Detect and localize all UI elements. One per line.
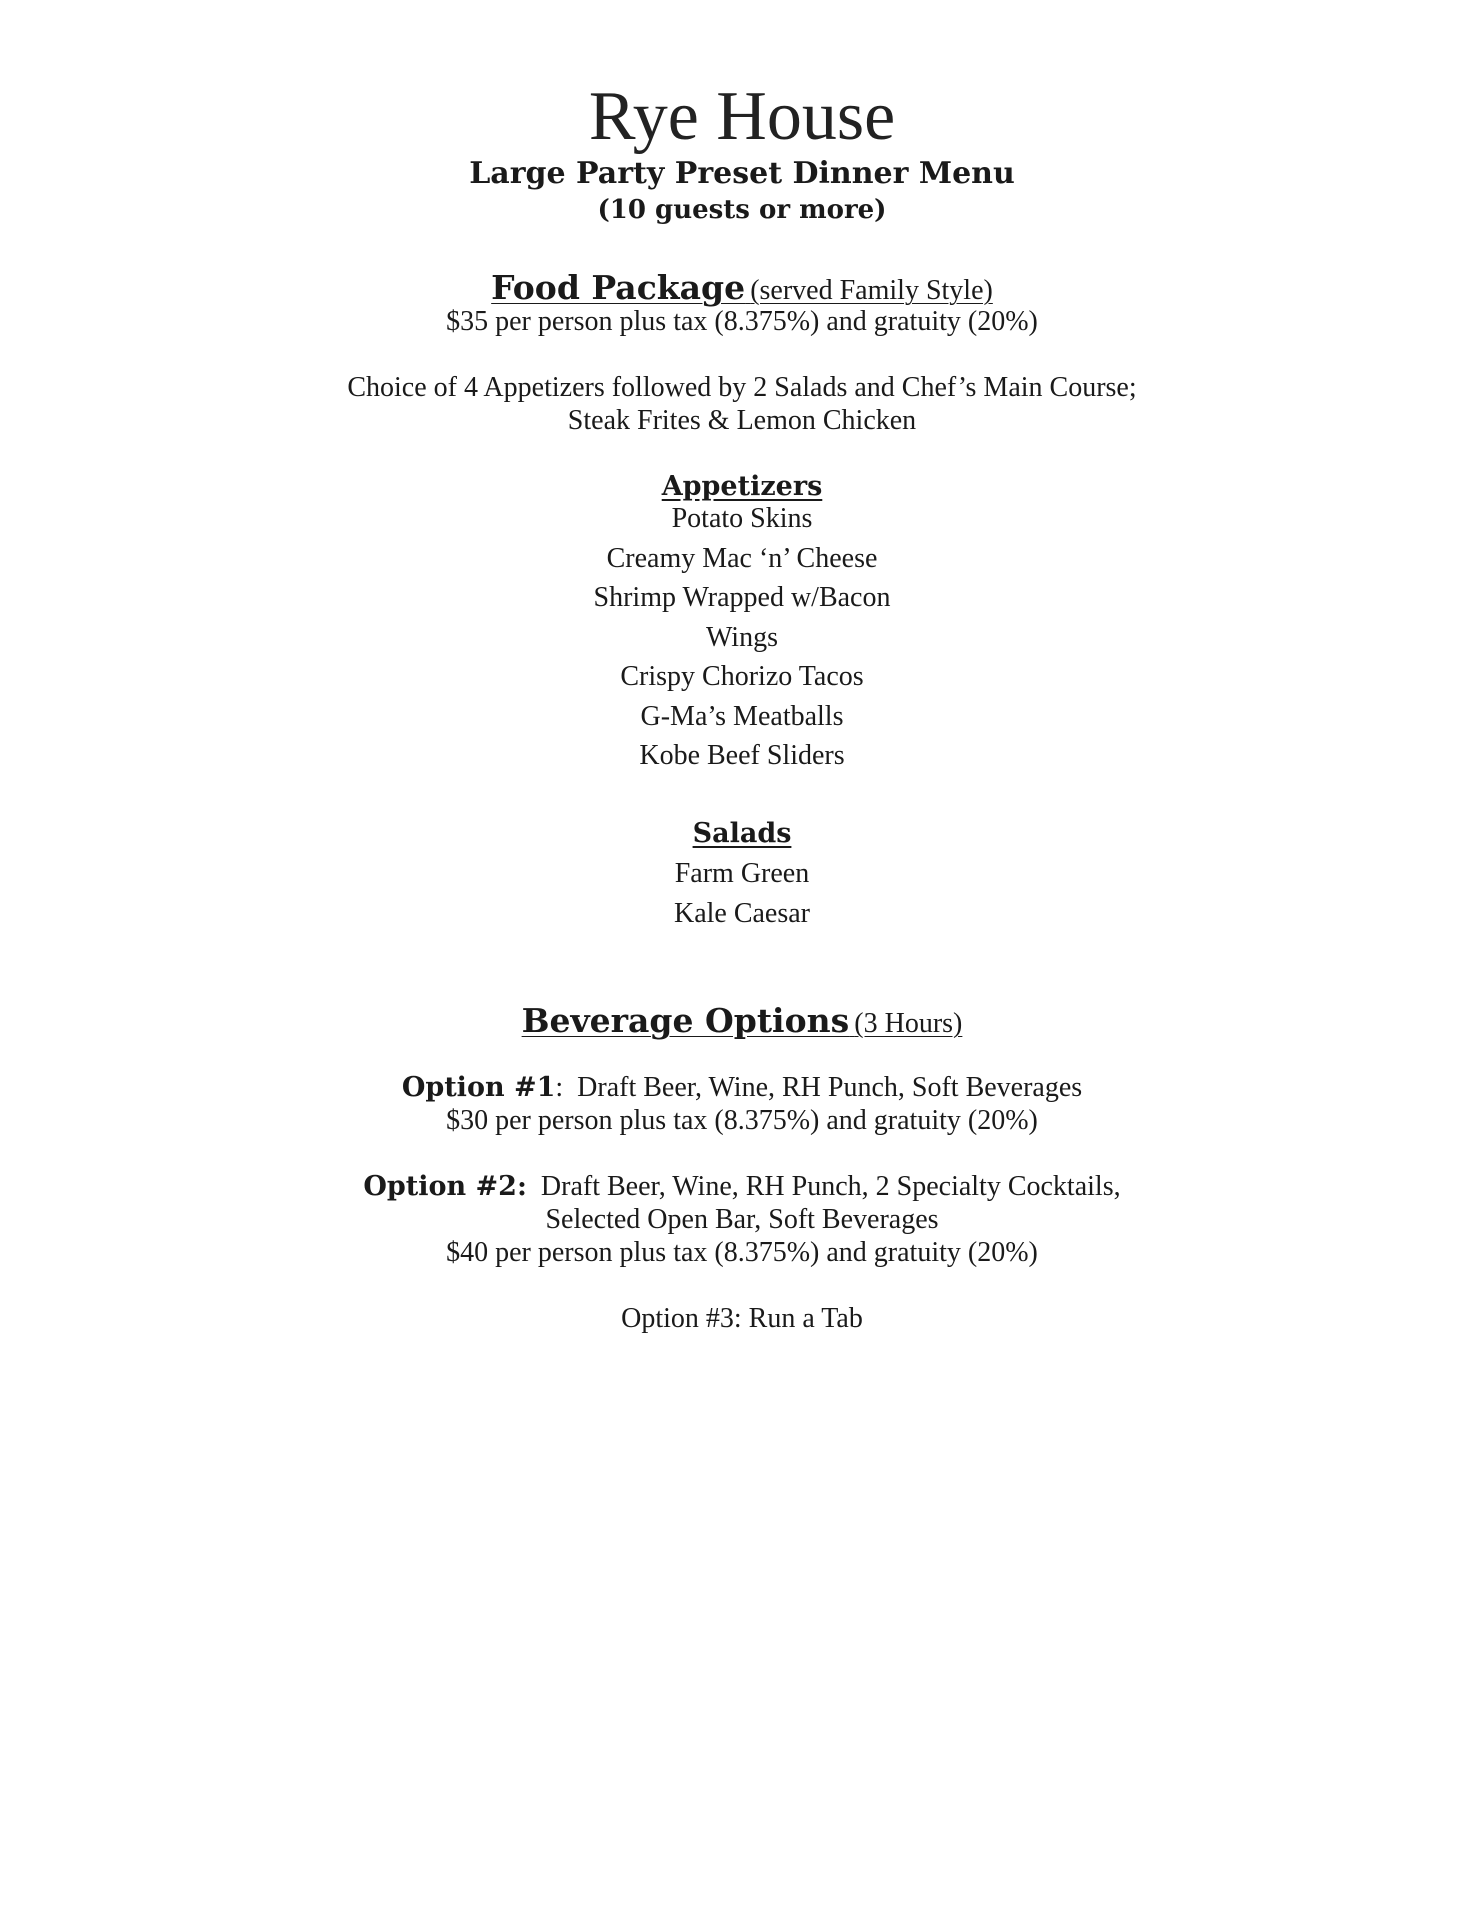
food-package-price: $35 per person plus tax (8.375%) and gratuity (20%): [446, 306, 1038, 337]
beverage-options-heading: [0, 999, 1484, 1049]
beverage-option-2: [0, 1170, 1484, 1204]
restaurant-name: Rye House: [588, 78, 896, 155]
beverage-options-title: Beverage Options: [521, 1001, 850, 1040]
option-2-items-1: Draft Beer, Wine, RH Punch, 2 Specialty Cocktails,: [540, 1171, 1121, 1202]
salads-heading: Salads: [692, 818, 792, 849]
option-1-price: $30 per person plus tax (8.375%) and gratuity (20%): [446, 1105, 1038, 1136]
appetizers-heading: Appetizers: [661, 471, 823, 502]
option-2-items-2: Selected Open Bar, Soft Beverages: [545, 1204, 939, 1235]
list-item: Kale Caesar: [673, 897, 811, 929]
list-item: Creamy Mac ‘n’ Cheese: [606, 542, 878, 574]
list-item: Wings: [706, 621, 778, 653]
salads-list: [0, 854, 1484, 933]
list-item: Farm Green: [674, 858, 810, 889]
food-package-description-2: Steak Frites & Lemon Chicken: [567, 405, 917, 436]
food-package-description-1: Choice of 4 Appetizers followed by 2 Salads and Chef’s Main Course;: [347, 372, 1137, 403]
food-package-note: (served Family Style): [750, 275, 993, 306]
guest-requirement: (10 guests or more): [597, 195, 887, 225]
beverage-option-3: Option #3: Run a Tab: [621, 1303, 863, 1334]
list-item: Shrimp Wrapped w/Bacon: [593, 582, 891, 613]
option-2-label: Option #2:: [363, 1171, 527, 1202]
option-1-items: Draft Beer, Wine, RH Punch, Soft Beverages: [577, 1072, 1083, 1103]
food-package-title: Food Package: [491, 268, 746, 307]
option-1-label: Option #1: [401, 1072, 556, 1103]
appetizers-list: [0, 499, 1484, 776]
option-2-price: $40 per person plus tax (8.375%) and gratuity (20%): [446, 1237, 1038, 1268]
menu-subtitle: Large Party Preset Dinner Menu: [469, 156, 1015, 191]
beverage-options-note: (3 Hours): [854, 1008, 963, 1039]
option-1-separator: :: [555, 1072, 564, 1103]
list-item: Crispy Chorizo Tacos: [620, 661, 864, 692]
beverage-option-1: [0, 1071, 1484, 1105]
list-item: Potato Skins: [671, 503, 813, 534]
list-item: G-Ma’s Meatballs: [640, 700, 844, 732]
list-item: Kobe Beef Sliders: [639, 740, 845, 771]
